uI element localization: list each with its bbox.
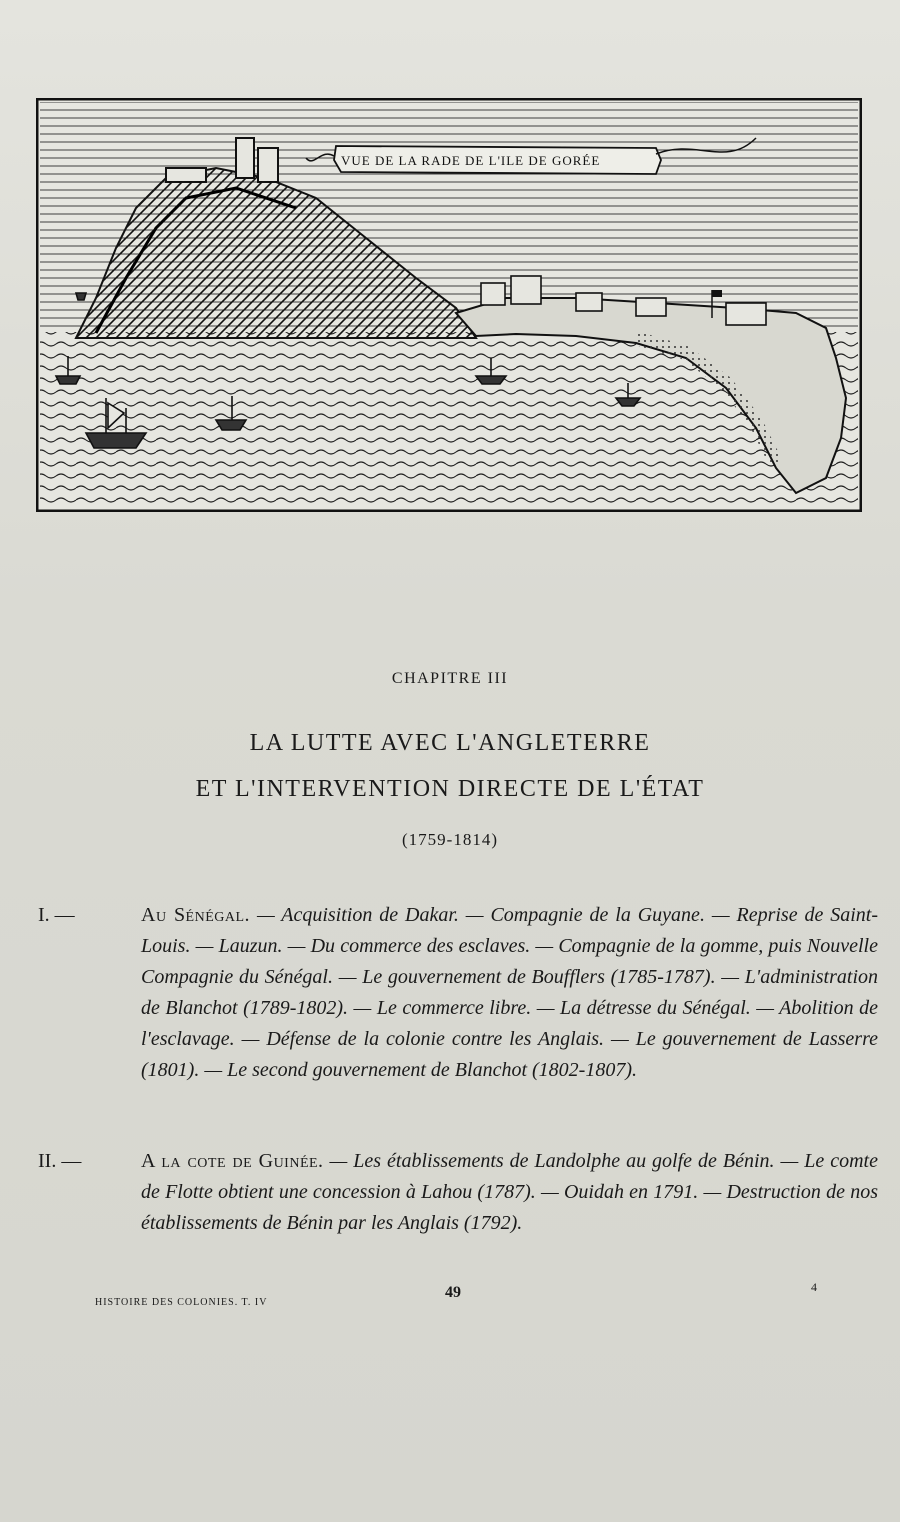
section-body bbox=[141, 900, 878, 1086]
engraving-illustration bbox=[36, 98, 862, 512]
section-body bbox=[141, 1146, 878, 1239]
banner-caption: VUE DE LA RADE DE L'ILE DE GORÉE bbox=[341, 153, 601, 168]
chapter-dates: (1759-1814) bbox=[402, 830, 498, 849]
section-text: — Acquisition de Dakar. — Compagnie de la Guyane. — Reprise de Saint-Louis. — Lauzun. — Du commerce des esclaves. — Compagnie de la gomme, puis Nouvelle Compagnie du Sénégal. — Le gouvernement de Boufflers (1785-1787). — L'administration de Blanchot (1789-1802). — Le commerce libre. — La détresse du Sénégal. — Abolition de l'esclavage. — Défense de la colonie contre les Anglais. — Le gouvernement de Lasserre (1801). — Le second gouvernement de Blanchot (1802-1807). bbox=[141, 904, 879, 1081]
section-heading: A la cote de Guinée. bbox=[141, 1150, 324, 1172]
section-number: I. — bbox=[38, 904, 75, 926]
footer-series-title: HISTOIRE DES COLONIES. T. IV bbox=[95, 1297, 268, 1308]
signature-mark: 4 bbox=[811, 1280, 817, 1294]
chapter-title-line-2: ET L'INTERVENTION DIRECTE DE L'ÉTAT bbox=[195, 776, 705, 802]
section-text: — Les établissements de Landolphe au golfe de Bénin. — Le comte de Flotte obtient une concession à Lahou (1787). — Ouidah en 1791. — Destruction de nos établissements de Bénin par les Anglais (1792). bbox=[141, 1150, 878, 1234]
page-number: 49 bbox=[445, 1284, 461, 1301]
section-number: II. — bbox=[38, 1150, 82, 1172]
section-heading: Au Sénégal. bbox=[141, 904, 251, 926]
chapter-label: CHAPITRE III bbox=[391, 670, 509, 687]
summary-section-2 bbox=[38, 1146, 878, 1239]
chapter-title-line-1: LA LUTTE AVEC L'ANGLETERRE bbox=[249, 730, 651, 756]
summary-section-1 bbox=[38, 900, 878, 1086]
